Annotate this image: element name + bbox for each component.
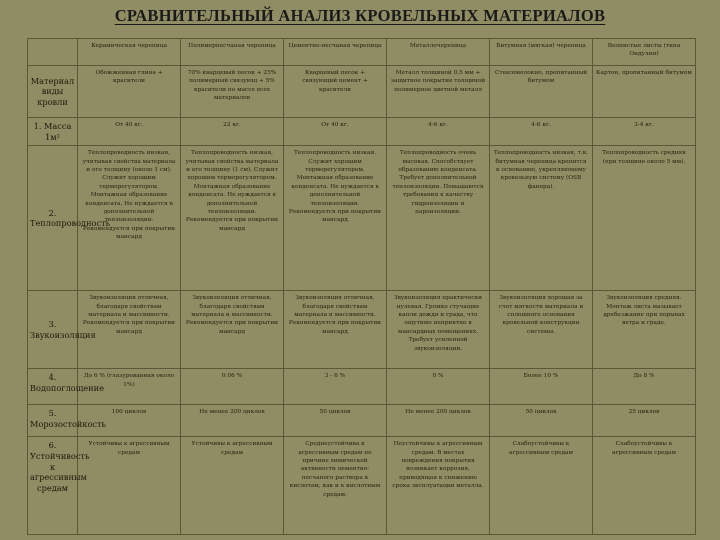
column-header: Цементно-песчаная черепица — [284, 39, 387, 66]
table-cell: Звукоизоляция отличная, благодаря свойствам материала и массивности. Рекомендуется при покрытии мансард — [78, 291, 181, 369]
table-cell: Звукоизоляция отличная, благодаря свойствам материала и массивности. Рекомендуется при покрытии мансард — [181, 291, 284, 369]
table-cell: До 6 % (глазурованная около 1%) — [78, 369, 181, 405]
row-header: Материал виды кровли — [28, 66, 78, 118]
table-cell: Звукоизоляция практически нулевая. Громко стучащие капли дождя и града, что ощутимо неприятно в мансардных помещениях. Требует усиленной звукоизоляции. — [387, 291, 490, 369]
column-header: Керамическая черепица — [78, 39, 181, 66]
table-cell: Не менее 200 циклов — [387, 405, 490, 437]
table-cell: От 40 кг. — [78, 118, 181, 146]
corner-cell — [28, 39, 78, 66]
table-cell: 0 % — [387, 369, 490, 405]
table-row — [28, 437, 696, 535]
table-cell: Теплопроводность низкая. Служит хорошим терморегулятором. Монтажная образование конденсата. Не нуждается в дополнительной теплоизоляции. Рекомендуется при покрытии мансард — [284, 146, 387, 291]
column-header: Металлочерепица — [387, 39, 490, 66]
table-cell: 4-6 кг. — [490, 118, 593, 146]
table-row — [28, 118, 696, 146]
table-cell: Теплопроводность средняя (при толщине около 5 мм). — [593, 146, 696, 291]
table-cell: Стекловолокно, пропитанный битумом — [490, 66, 593, 118]
table-cell: 3-4 кг. — [593, 118, 696, 146]
table-cell: Звукоизоляция хорошая за счет мягкости материала и сплошного основания кровельной конструкции системы. — [490, 291, 593, 369]
table-cell: От 40 кг. — [284, 118, 387, 146]
column-header-row — [28, 39, 696, 66]
table-cell: Теплопроводность низкая, т.к. битумная черепица крепится к основанию, укрепляющему кровельную систему (OSB фанера). — [490, 146, 593, 291]
table-cell: 25 циклов — [593, 405, 696, 437]
column-header: Волнистые листы (типа Ондулин) — [593, 39, 696, 66]
table-cell: Обожженная глина + красители — [78, 66, 181, 118]
table-cell: Звукоизоляция отличная, благодаря свойствам материала и массивности. Рекомендуется при покрытии мансард — [284, 291, 387, 369]
table-cell: 22 кг. — [181, 118, 284, 146]
table-cell: 50 циклов — [490, 405, 593, 437]
table-cell: Теплопроводность низкая, учитывая свойства материала и его толщину (1 см). Служит хорошим терморегулятором. Монтажная образование конденсата. Не нуждается в дополнительной теплоизоляции. Рекомендуется при покрытии мансард — [181, 146, 284, 291]
table-cell: Звукоизоляция средняя. Монтаж листа вызывает дребезжание при порывах ветра и граде. — [593, 291, 696, 369]
table-row — [28, 146, 696, 291]
row-header: 6. Устойчивость к агрессивным средам — [28, 437, 78, 535]
table-row — [28, 66, 696, 118]
table-row — [28, 405, 696, 437]
table-cell: Слабоустойчивы к агрессивным средам — [490, 437, 593, 535]
table-cell: Кварцевый песок + связующий цемент + красители — [284, 66, 387, 118]
table-cell: 0.06 % — [181, 369, 284, 405]
row-header: 2. Теплопроводность — [28, 146, 78, 291]
table-cell: 100 циклов — [78, 405, 181, 437]
table-cell: 50 циклов — [284, 405, 387, 437]
column-header: Битумная (мягкая) черепица — [490, 39, 593, 66]
table-cell: Устойчивы к агрессивным средам — [181, 437, 284, 535]
table-cell: Устойчивы к агрессивным средам — [78, 437, 181, 535]
column-header: Полимерпесчаная черепица — [181, 39, 284, 66]
table-cell: 70% кварцевый песок + 25% полимерный связующ + 5% красители по массе всех материалов — [181, 66, 284, 118]
table-cell: Картон, пропитанный битумом — [593, 66, 696, 118]
page-title: СРАВНИТЕЛЬНЫЙ АНАЛИЗ КРОВЕЛЬНЫХ МАТЕРИАЛОВ — [114, 6, 606, 25]
table-cell: До 8 % — [593, 369, 696, 405]
table-cell: Не менее 200 циклов — [181, 405, 284, 437]
table-row — [28, 369, 696, 405]
table-row — [28, 291, 696, 369]
comparison-table — [27, 38, 696, 535]
row-header: 1. Масса 1м² — [28, 118, 78, 146]
table-cell: Теплопроводность очень высокая. Способствует образованию конденсата. Требует дополнительной теплоизоляции. Повышаются требования к качеству гидроизоляции и пароизоляции. — [387, 146, 490, 291]
row-header: 5. Морозостойкость — [28, 405, 78, 437]
table-cell: Среднеустойчива к агрессивным средам по причине химической активности цементно-песчаного раствора к кислотам, как и к кислотным средам. — [284, 437, 387, 535]
row-header: 4. Водопоглощение — [28, 369, 78, 405]
table-cell: 4-6 кг. — [387, 118, 490, 146]
table-cell: Неустойчивы к агрессивным средам. В местах повреждения покрытия возникает коррозия, приводящая к снижению срока эксплуатации металла. — [387, 437, 490, 535]
row-header: 3. Звукоизоляция — [28, 291, 78, 369]
table-cell: 3 - 6 % — [284, 369, 387, 405]
table-cell: Металл толщиной 0.5 мм + защитное покрытие толщиной полимерное цветной металл — [387, 66, 490, 118]
table-cell: Слабоустойчивы к агрессивным средам — [593, 437, 696, 535]
table-cell: Теплопроводность низкая, учитывая свойства материала и его толщину (около 1 см). Служит хорошим терморегулятором. Монтажная образование конденсата. Не нуждается в дополнительной теплоизоляции. Рекомендуется при покрытии мансард — [78, 146, 181, 291]
table-cell: Более 10 % — [490, 369, 593, 405]
